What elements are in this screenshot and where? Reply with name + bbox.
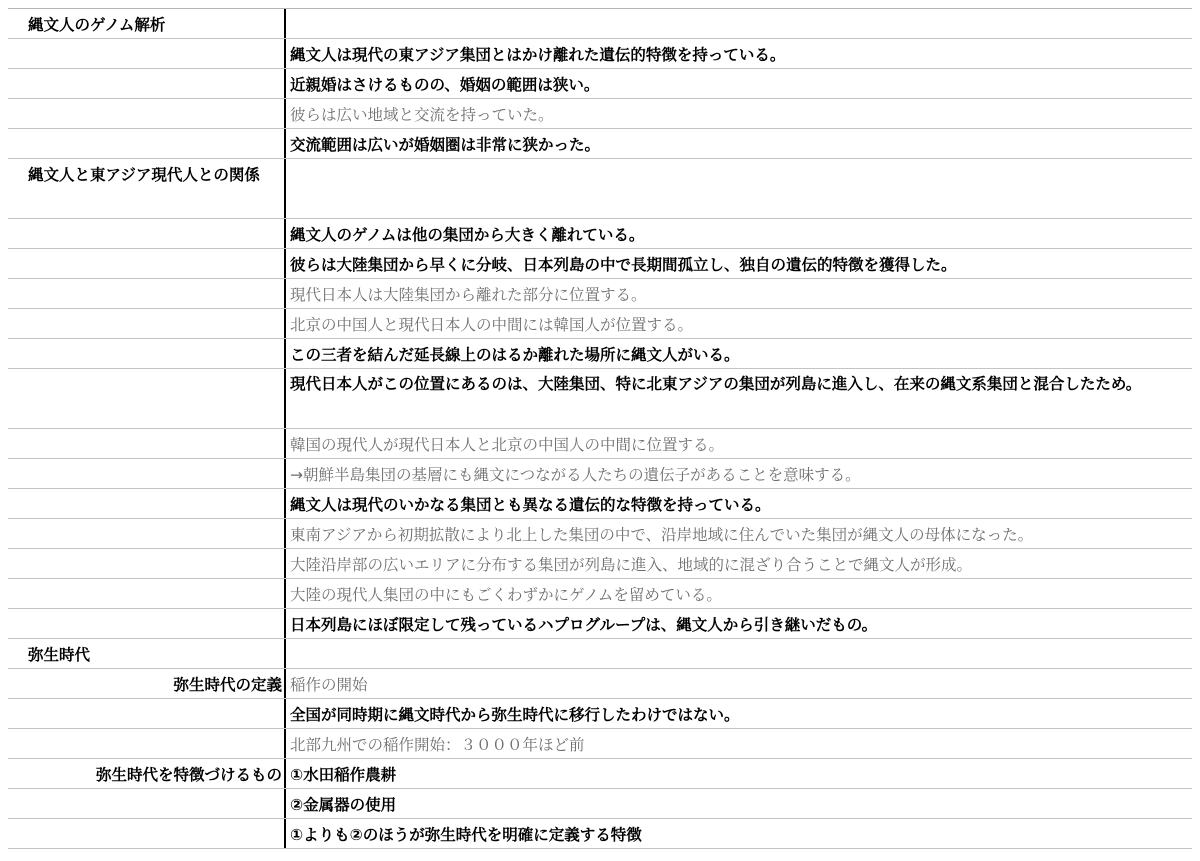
heading-cell[interactable]: 縄文人と東アジア現代人との関係 — [8, 159, 286, 218]
heading-cell[interactable] — [8, 429, 286, 458]
table-row — [8, 669, 1192, 699]
table-row — [8, 549, 1192, 579]
heading-cell[interactable] — [8, 459, 286, 488]
heading-cell[interactable] — [8, 69, 286, 98]
heading-cell[interactable] — [8, 489, 286, 518]
table-row — [8, 759, 1192, 789]
note-cell[interactable]: 縄文人のゲノムは他の集団から大きく離れている。 — [290, 225, 645, 244]
heading-cell[interactable] — [8, 729, 286, 758]
note-cell[interactable]: ①よりも②のほうが弥生時代を明確に定義する特徴 — [290, 825, 642, 844]
note-cell[interactable]: 彼らは大陸集団から早くに分岐、日本列島の中で長期間孤立し、独自の遺伝的特徴を獲得した。 — [290, 255, 957, 274]
table-row — [8, 639, 1192, 669]
table-row — [8, 459, 1192, 489]
table-row — [8, 789, 1192, 819]
note-cell[interactable]: 北京の中国人と現代日本人の中間には韓国人が位置する。 — [290, 315, 694, 334]
note-cell[interactable]: 稲作の開始 — [290, 675, 368, 694]
heading-cell[interactable]: 弥生時代の定義 — [8, 669, 286, 698]
note-cell[interactable]: 全国が同時期に縄文時代から弥生時代に移行したわけではない。 — [290, 705, 740, 724]
note-cell[interactable]: 現代日本人は大陸集団から離れた部分に位置する。 — [290, 285, 647, 304]
table-row — [8, 39, 1192, 69]
note-cell[interactable]: 縄文人は現代のいかなる集団とも異なる遺伝的な特徴を持っている。 — [290, 495, 771, 514]
note-cell[interactable]: この三者を結んだ延長線上のはるか離れた場所に縄文人がいる。 — [290, 345, 740, 364]
note-cell[interactable] — [286, 159, 1192, 218]
heading-cell[interactable] — [8, 579, 286, 608]
note-cell[interactable] — [286, 639, 1192, 668]
heading-cell[interactable] — [8, 129, 286, 158]
heading-cell[interactable]: 弥生時代 — [8, 639, 286, 668]
table-row — [8, 9, 1192, 39]
note-cell[interactable]: →朝鮮半島集団の基層にも縄文につながる人たちの遺伝子があることを意味する。 — [290, 465, 861, 484]
table-row — [8, 159, 1192, 219]
table-row — [8, 699, 1192, 729]
note-cell[interactable]: ①水田稲作農耕 — [290, 765, 397, 784]
heading-cell[interactable] — [8, 519, 286, 548]
table-row — [8, 99, 1192, 129]
spreadsheet-table — [8, 8, 1192, 849]
heading-cell[interactable] — [8, 339, 286, 368]
note-cell[interactable]: 彼らは広い地域と交流を持っていた。 — [290, 105, 554, 124]
table-row — [8, 579, 1192, 609]
table-row — [8, 249, 1192, 279]
table-row — [8, 369, 1192, 429]
note-cell[interactable]: 韓国の現代人が現代日本人と北京の中国人の中間に位置する。 — [290, 435, 725, 454]
heading-cell[interactable] — [8, 309, 286, 338]
table-row — [8, 309, 1192, 339]
note-cell[interactable]: 現代日本人がこの位置にあるのは、大陸集団、特に北東アジアの集団が列島に進入し、在来の縄文系集団と混合したため。 — [290, 375, 1142, 393]
table-row — [8, 279, 1192, 309]
table-row — [8, 219, 1192, 249]
heading-cell[interactable] — [8, 549, 286, 578]
heading-cell[interactable] — [8, 819, 286, 848]
note-cell[interactable]: 日本列島にほぼ限定して残っているハプログループは、縄文人から引き継いだもの。 — [290, 615, 878, 634]
heading-cell[interactable] — [8, 99, 286, 128]
heading-cell[interactable] — [8, 369, 286, 428]
heading-cell[interactable] — [8, 279, 286, 308]
heading-cell[interactable] — [8, 609, 286, 638]
note-cell[interactable]: 東南アジアから初期拡散により北上した集団の中で、沿岸地域に住んでいた集団が縄文人の母体になった。 — [290, 525, 1034, 544]
note-cell[interactable]: 交流範囲は広いが婚姻圏は非常に狭かった。 — [290, 135, 601, 154]
heading-cell[interactable]: 弥生時代を特徴づけるもの — [8, 759, 286, 788]
note-cell[interactable]: 近親婚はさけるものの、婚姻の範囲は狭い。 — [290, 75, 600, 94]
table-row — [8, 129, 1192, 159]
table-row — [8, 819, 1192, 849]
table-row — [8, 489, 1192, 519]
table-row — [8, 519, 1192, 549]
table-row — [8, 729, 1192, 759]
table-row — [8, 609, 1192, 639]
note-cell[interactable]: 縄文人は現代の東アジア集団とはかけ離れた遺伝的特徴を持っている。 — [290, 45, 786, 64]
note-cell[interactable]: 大陸の現代人集団の中にもごくわずかにゲノムを留めている。 — [290, 585, 722, 604]
note-cell[interactable]: ②金属器の使用 — [290, 795, 397, 814]
note-cell[interactable]: 大陸沿岸部の広いエリアに分布する集団が列島に進入、地域的に混ざり合うことで縄文人が形成。 — [290, 555, 973, 574]
table-row — [8, 69, 1192, 99]
note-cell[interactable]: 北部九州での稲作開始：３０００年ほど前 — [290, 735, 585, 754]
table-row — [8, 429, 1192, 459]
note-cell[interactable] — [286, 9, 1192, 38]
heading-cell[interactable]: 縄文人のゲノム解析 — [8, 9, 286, 38]
heading-cell[interactable] — [8, 699, 286, 728]
heading-cell[interactable] — [8, 39, 286, 68]
table-row — [8, 339, 1192, 369]
heading-cell[interactable] — [8, 219, 286, 248]
heading-cell[interactable] — [8, 249, 286, 278]
heading-cell[interactable] — [8, 789, 286, 818]
